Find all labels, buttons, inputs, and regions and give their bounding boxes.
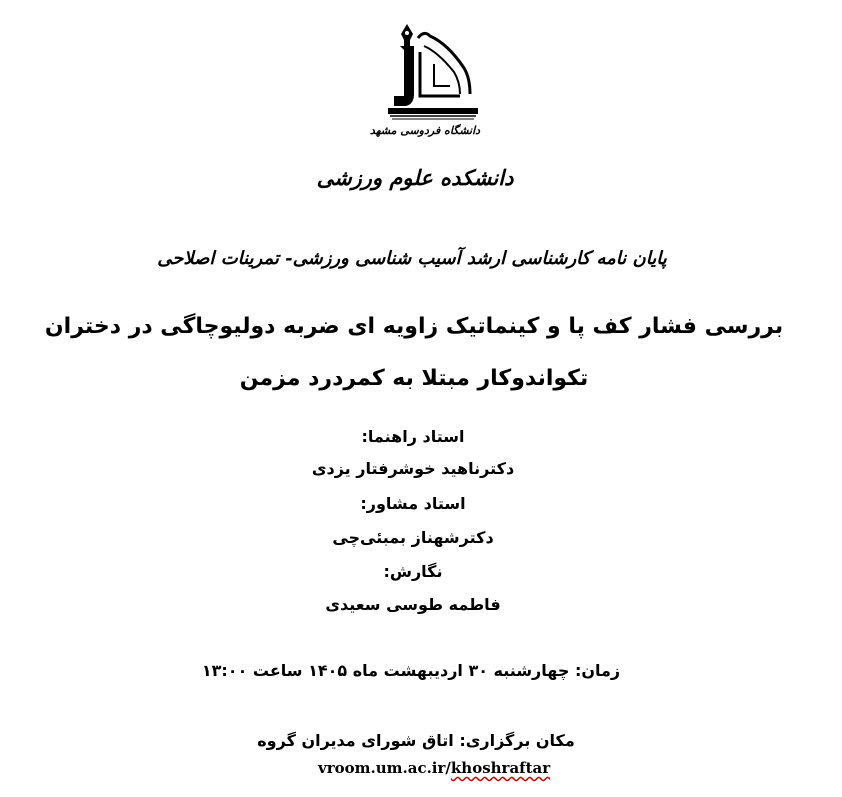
university-name: دانشگاه فردوسی مشهد — [369, 124, 481, 137]
author-label: نگارش: — [383, 562, 443, 581]
thesis-title-line-2: تکواندوکار مبتلا به کمردرد مزمن — [239, 366, 589, 391]
thesis-title-line-1: بررسی فشار کف پا و کینماتیک زاویه ای ضربه دولیوچاگی در دختران — [44, 314, 784, 339]
faculty-name: دانشکده علوم ورزشی — [316, 165, 514, 190]
advisor-label: استاد مشاور: — [360, 494, 466, 513]
supervisor-name: دکترناهید خوشرفتار یزدی — [311, 459, 515, 478]
defense-venue: مکان برگزاری: اتاق شورای مدیران گروه — [257, 731, 575, 750]
supervisor-label: استاد راهنما: — [361, 427, 465, 446]
advisor-name: دکترشهناز بمبئی‌چی — [332, 528, 494, 547]
thesis-type: پایان نامه کارشناسی ارشد آسیب شناسی ورزشی- تمرینات اصلاحی — [157, 248, 667, 269]
meeting-link[interactable] — [318, 759, 550, 777]
meeting-link-path: khoshraftar — [450, 759, 551, 777]
meeting-link-host: vroom.um.ac.ir/ — [318, 759, 451, 777]
university-logo — [360, 16, 490, 138]
ferdowsi-university-emblem-icon — [360, 16, 490, 138]
author-name: فاطمه طوسی سعیدی — [325, 595, 501, 614]
defense-time: زمان: چهارشنبه ۳۰ اردیبهشت ماه ۱۴۰۵ ساعت ۱۳:۰۰ — [201, 661, 621, 680]
